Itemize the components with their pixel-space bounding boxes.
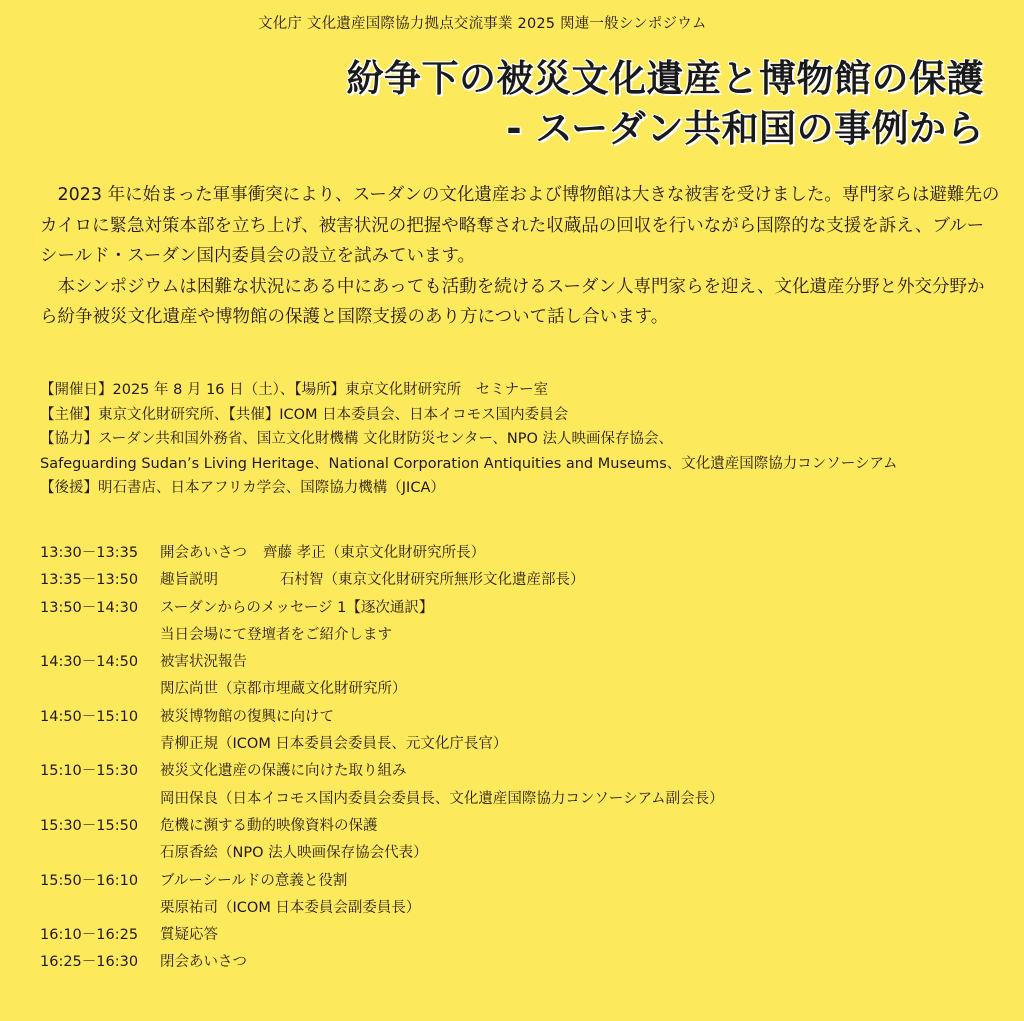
schedule-content (160, 540, 485, 567)
schedule-time: 16:25－16:30 (40, 954, 139, 971)
schedule-time: 14:30－14:50 (40, 654, 139, 671)
schedule-time: 16:10－16:25 (40, 927, 139, 944)
schedule-title: 被害状況報告 (160, 654, 247, 671)
event-info (40, 378, 1015, 501)
schedule-speaker: 岡田保良（日本イコモス国内委員会委員長、文化遺産国際協力コンソーシアム副会長） (160, 790, 724, 807)
schedule-content (160, 595, 433, 622)
schedule-speaker: 石村智（東京文化財研究所無形文化遺産部長） (280, 572, 585, 589)
schedule-title: 被災博物館の復興に向けて (160, 708, 334, 725)
schedule-row (40, 540, 1000, 567)
schedule-row (40, 868, 1000, 895)
date-venue: 【開催日】2025 年 8 月 16 日（土）、【場所】東京文化財研究所 セミナー室 (40, 382, 549, 398)
schedule-speaker: 関広尚世（京都市埋蔵文化財研究所） (160, 681, 407, 698)
schedule-time: 15:30－15:50 (40, 817, 139, 834)
schedule-row (40, 922, 1000, 949)
schedule-content (160, 758, 407, 785)
schedule-title: 趣旨説明 (160, 572, 218, 589)
schedule-title: 危機に瀕する動的映像資料の保護 (160, 817, 378, 834)
support: 【後援】明石書店、日本アフリカ学会、国際協力機構（JICA） (40, 480, 445, 496)
schedule-content (160, 704, 334, 731)
schedule-speaker: 青柳正規（ICOM 日本委員会委員長、元文化庁長官） (160, 736, 508, 753)
event-series-subtitle: 文化庁 文化遺産国際協力拠点交流事業 2025 関連一般シンポジウム (258, 16, 707, 32)
intro-paragraph: 2023 年に始まった軍事衝突により、スーダンの文化遺産および博物館は大きな被害を受けました。専門家らは避難先のカイロに緊急対策本部を立ち上げ、被害状況の把握や略奪された収蔵品の回収を行いながら国際的な支援を訴え、ブルーシールド・スーダン国内委員会の設立を試みています。 (40, 185, 1000, 266)
schedule-row (40, 704, 1000, 731)
schedule-content (160, 922, 218, 949)
schedule-speaker: 栗原祐司（ICOM 日本委員会副委員長） (160, 899, 421, 916)
program-schedule (40, 540, 1000, 977)
schedule-row (40, 595, 1000, 622)
schedule-time: 15:50－16:10 (40, 872, 139, 889)
main-title-subline: - スーダン共和国の事例から (506, 107, 984, 150)
schedule-title: 開会あいさつ (160, 545, 247, 561)
schedule-content (160, 813, 378, 840)
schedule-speaker: 齊藤 孝正（東京文化財研究所長） (263, 545, 486, 561)
schedule-row (40, 758, 1000, 785)
schedule-time: 15:10－15:30 (40, 763, 139, 780)
schedule-content (160, 649, 247, 676)
schedule-row (40, 949, 1000, 976)
schedule-time: 13:30－13:35 (40, 545, 139, 561)
schedule-row (40, 813, 1000, 840)
schedule-time: 13:35－13:50 (40, 572, 139, 589)
intro-paragraph: 本シンポジウムは困難な状況にある中にあっても活動を続けるスーダン人専門家らを迎え、文化遺産分野と外交分野から紛争被災文化遺産や博物館の保護と国際支援のあり方について話し合います。 (40, 276, 985, 327)
cooperation-continued: Safeguarding Sudan’s Living Heritage、National Corporation Antiquities and Museums、文化遺産国際協力コンソーシアム (40, 455, 898, 472)
schedule-time: 13:50－14:30 (40, 599, 139, 616)
schedule-row (40, 567, 1000, 594)
schedule-time: 14:50－15:10 (40, 708, 139, 725)
schedule-title: スーダンからのメッセージ 1【逐次通訳】 (160, 599, 434, 616)
schedule-content (160, 567, 585, 594)
schedule-title: 閉会あいさつ (160, 954, 247, 971)
schedule-content (160, 949, 247, 976)
main-title: 紛争下の被災文化遺産と博物館の保護 (346, 57, 984, 100)
schedule-speaker: 当日会場にて登壇者をご紹介します (160, 626, 392, 643)
cooperation: 【協力】スーダン共和国外務省、国立文化財機構 文化財防災センター、NPO 法人映画保存協会、 (40, 431, 673, 447)
organizers: 【主催】東京文化財研究所、【共催】ICOM 日本委員会、日本イコモス国内委員会 (40, 406, 569, 423)
schedule-speaker: 石原香絵（NPO 法人映画保存協会代表） (160, 845, 428, 862)
schedule-row (40, 649, 1000, 676)
schedule-title: 被災文化遺産の保護に向けた取り組み (160, 763, 407, 780)
schedule-title: 質疑応答 (160, 927, 218, 944)
intro-text (40, 180, 1000, 333)
schedule-content (160, 868, 347, 895)
schedule-title: ブルーシールドの意義と役割 (160, 872, 348, 889)
